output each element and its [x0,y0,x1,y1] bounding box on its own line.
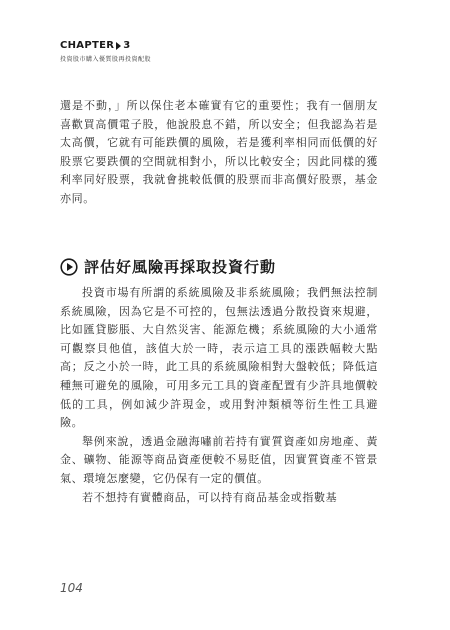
paragraph: 舉例來說，透過金融海嘯前若持有實質資產如房地產、黃金、礦物、能源等商品資產便較不易貶值，因實質資產不管景氣、環境怎麼變，它仍保有一定的價值。 [60,434,378,485]
paragraph: 投資市場有所謂的系統風險及非系統風險；我們無法控制系統風險，因為它是不可控的，包無法透過分散投資來規避，比如匯貸膨脹、大自然災害、能源危機；系統風險的大小通常可觀察貝他值，該值大於一時，表示這工具的漲跌幅較大點高；反之小於一時，此工具的系統風險相對大盤較低；降低這種無可避免的風險，可用多元工具的資產配置有少許具地價較低的工具，例如減少許現金，或用對沖類槓等衍生性工具避險。 [60,286,378,430]
chapter-label [60,40,151,51]
page-number: 104 [60,581,83,595]
running-head [60,40,151,63]
paragraph: 還是不動，」所以保住老本確實有它的重要性；我有一個朋友喜歡買高價電子股，他說股息不錯，所以安全；但我認為若是太高價，它就有可能跌價的風險，若是獲利率相同而低價的好股票它要跌價的空間就相對小，所以比較安全；因此同樣的獲利率同好股票，我就會挑較低價的股票而非高價好股票，基金亦同。 [60,99,378,205]
chapter-arrow-icon [116,42,121,50]
section-heading [60,256,276,277]
play-circle-icon [60,258,78,276]
top-text-block [60,97,378,209]
paragraph: 若不想持有實體商品，可以持有商品基金或指數基 [82,490,338,504]
chapter-word: CHAPTER [60,40,115,51]
chapter-number: 3 [123,40,131,51]
section-title: 評估好風險再採取投資行動 [84,258,277,276]
bottom-text-block [60,284,378,507]
chapter-subtitle: 投資股市購入優質股再投資配股 [60,56,152,63]
